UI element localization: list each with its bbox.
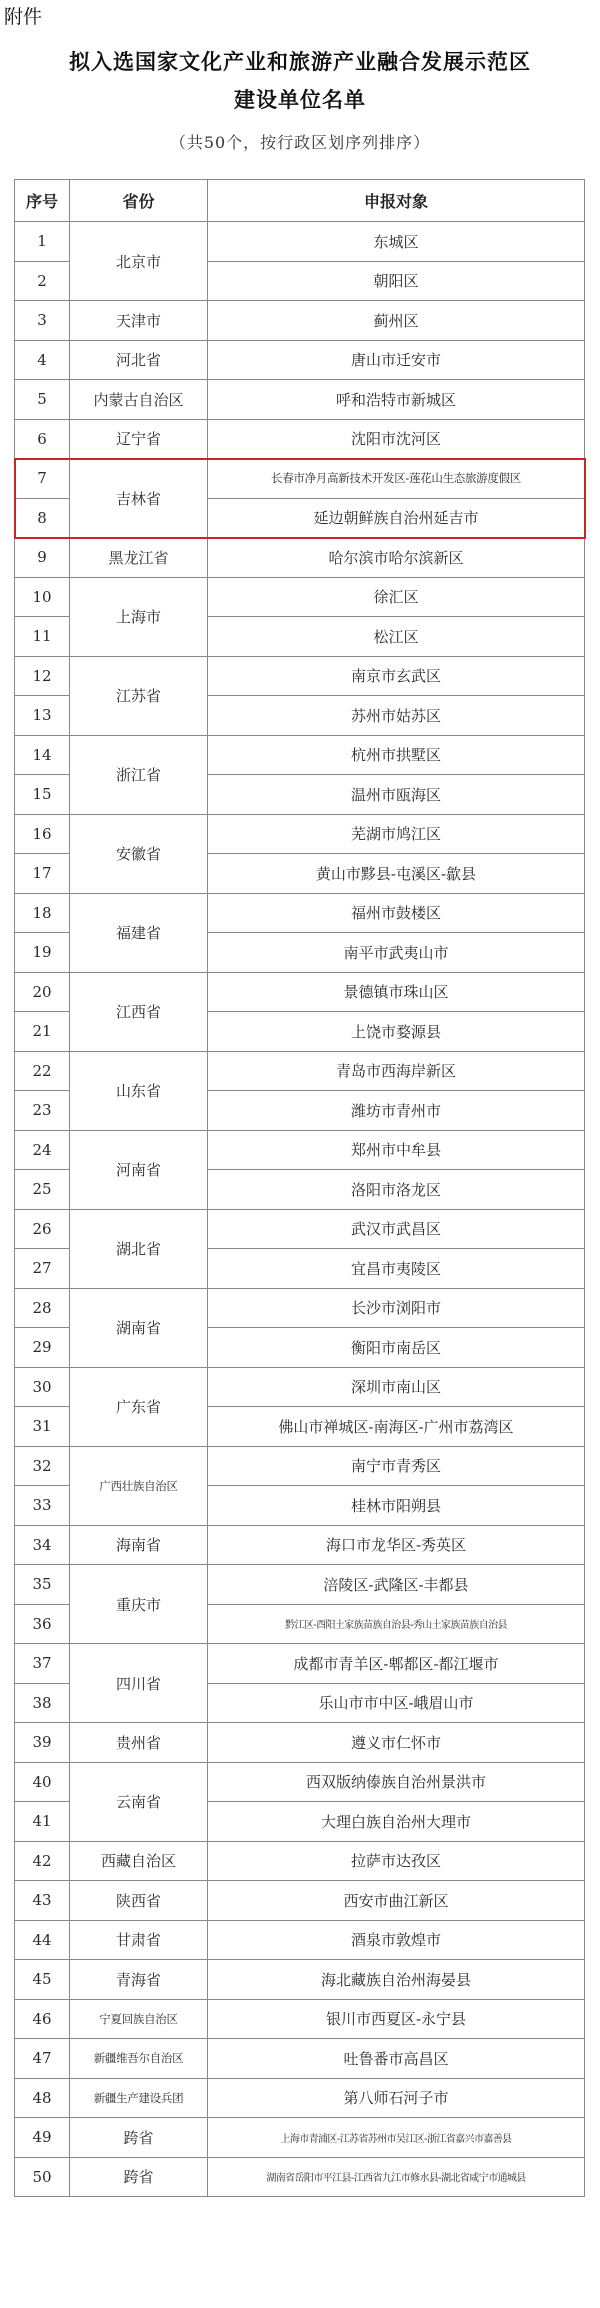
row-number: 28 — [15, 1288, 70, 1328]
province-cell: 海南省 — [70, 1525, 208, 1565]
applicant-cell: 西安市曲江新区 — [208, 1881, 585, 1921]
row-number: 46 — [15, 1999, 70, 2039]
applicant-cell: 延边朝鲜族自治州延吉市 — [208, 498, 585, 538]
applicant-cell: 深圳市南山区 — [208, 1367, 585, 1407]
row-number: 45 — [15, 1960, 70, 2000]
province-cell: 西藏自治区 — [70, 1841, 208, 1881]
province-cell: 青海省 — [70, 1960, 208, 2000]
row-number: 31 — [15, 1407, 70, 1447]
table-row — [15, 222, 585, 262]
applicant-cell: 乐山市市中区-峨眉山市 — [208, 1683, 585, 1723]
table-row — [15, 1999, 585, 2039]
applicant-cell: 吐鲁番市高昌区 — [208, 2039, 585, 2079]
row-number: 50 — [15, 2157, 70, 2197]
province-cell: 山东省 — [70, 1051, 208, 1130]
table-row — [15, 656, 585, 696]
province-cell: 辽宁省 — [70, 419, 208, 459]
table-row — [15, 340, 585, 380]
table-row — [15, 972, 585, 1012]
applicant-cell: 南平市武夷山市 — [208, 933, 585, 973]
row-number: 25 — [15, 1170, 70, 1210]
row-number: 14 — [15, 735, 70, 775]
applicant-cell: 朝阳区 — [208, 261, 585, 301]
applicant-cell: 郑州市中牟县 — [208, 1130, 585, 1170]
applicant-cell: 衡阳市南岳区 — [208, 1328, 585, 1368]
applicant-cell: 徐汇区 — [208, 577, 585, 617]
table-row — [15, 380, 585, 420]
applicant-cell: 黄山市黟县-屯溪区-歙县 — [208, 854, 585, 894]
row-number: 13 — [15, 696, 70, 736]
row-number: 44 — [15, 1920, 70, 1960]
row-number: 49 — [15, 2118, 70, 2158]
row-number: 2 — [15, 261, 70, 301]
table-row — [15, 1644, 585, 1684]
table-row — [15, 1209, 585, 1249]
row-number: 23 — [15, 1091, 70, 1131]
province-cell: 广东省 — [70, 1367, 208, 1446]
province-cell: 湖北省 — [70, 1209, 208, 1288]
row-number: 11 — [15, 617, 70, 657]
row-number: 20 — [15, 972, 70, 1012]
province-cell: 贵州省 — [70, 1723, 208, 1763]
table-row — [15, 301, 585, 341]
table-row — [15, 1130, 585, 1170]
demonstration-zone-table — [14, 179, 585, 2197]
province-cell: 跨省 — [70, 2157, 208, 2197]
table-row — [15, 538, 585, 578]
document-title-line2: 建设单位名单 — [234, 88, 366, 112]
table-row — [15, 1446, 585, 1486]
row-number: 4 — [15, 340, 70, 380]
province-cell: 安徽省 — [70, 814, 208, 893]
applicant-cell: 酒泉市敦煌市 — [208, 1920, 585, 1960]
applicant-cell: 银川市西夏区-永宁县 — [208, 1999, 585, 2039]
province-cell: 河北省 — [70, 340, 208, 380]
row-number: 39 — [15, 1723, 70, 1763]
attachment-label: 附件 — [4, 6, 43, 28]
province-cell: 浙江省 — [70, 735, 208, 814]
province-cell: 河南省 — [70, 1130, 208, 1209]
row-number: 6 — [15, 419, 70, 459]
table-body — [15, 222, 585, 2197]
applicant-cell: 景德镇市珠山区 — [208, 972, 585, 1012]
table-row — [15, 1920, 585, 1960]
applicant-cell: 松江区 — [208, 617, 585, 657]
applicant-cell: 桂林市阳朔县 — [208, 1486, 585, 1526]
table-row — [15, 2039, 585, 2079]
applicant-cell: 涪陵区-武隆区-丰都县 — [208, 1565, 585, 1605]
applicant-cell: 西双版纳傣族自治州景洪市 — [208, 1762, 585, 1802]
applicant-cell: 黔江区-酉阳土家族苗族自治县-秀山土家族苗族自治县 — [208, 1604, 585, 1644]
province-cell: 陕西省 — [70, 1881, 208, 1921]
row-number: 22 — [15, 1051, 70, 1091]
table-row — [15, 1723, 585, 1763]
province-cell: 吉林省 — [70, 459, 208, 538]
applicant-cell: 海口市龙华区-秀英区 — [208, 1525, 585, 1565]
table-row — [15, 1525, 585, 1565]
row-number: 9 — [15, 538, 70, 578]
table-row — [15, 2118, 585, 2158]
row-number: 35 — [15, 1565, 70, 1605]
row-number: 41 — [15, 1802, 70, 1842]
applicant-cell: 洛阳市洛龙区 — [208, 1170, 585, 1210]
table-row — [15, 2078, 585, 2118]
province-cell: 新疆生产建设兵团 — [70, 2078, 208, 2118]
document-title-line1: 拟入选国家文化产业和旅游产业融合发展示范区 — [69, 50, 531, 74]
table-row — [15, 577, 585, 617]
table-row — [15, 1051, 585, 1091]
applicant-cell: 潍坊市青州市 — [208, 1091, 585, 1131]
province-cell: 江西省 — [70, 972, 208, 1051]
province-cell: 四川省 — [70, 1644, 208, 1723]
province-cell: 北京市 — [70, 222, 208, 301]
column-header-applicant: 申报对象 — [208, 180, 585, 222]
row-number: 12 — [15, 656, 70, 696]
row-number: 17 — [15, 854, 70, 894]
table-row — [15, 735, 585, 775]
province-cell: 内蒙古自治区 — [70, 380, 208, 420]
table-row — [15, 1288, 585, 1328]
table-row — [15, 459, 585, 499]
row-number: 18 — [15, 893, 70, 933]
applicant-cell: 温州市瓯海区 — [208, 775, 585, 815]
applicant-cell: 武汉市武昌区 — [208, 1209, 585, 1249]
applicant-cell: 上海市青浦区-江苏省苏州市吴江区-浙江省嘉兴市嘉善县 — [208, 2118, 585, 2158]
row-number: 21 — [15, 1012, 70, 1052]
row-number: 16 — [15, 814, 70, 854]
table-row — [15, 893, 585, 933]
row-number: 30 — [15, 1367, 70, 1407]
row-number: 19 — [15, 933, 70, 973]
row-number: 5 — [15, 380, 70, 420]
column-header-province: 省份 — [70, 180, 208, 222]
province-cell: 天津市 — [70, 301, 208, 341]
row-number: 48 — [15, 2078, 70, 2118]
row-number: 40 — [15, 1762, 70, 1802]
row-number: 8 — [15, 498, 70, 538]
applicant-cell: 佛山市禅城区-南海区-广州市荔湾区 — [208, 1407, 585, 1447]
applicant-cell: 宜昌市夷陵区 — [208, 1249, 585, 1289]
applicant-cell: 呼和浩特市新城区 — [208, 380, 585, 420]
row-number: 43 — [15, 1881, 70, 1921]
row-number: 33 — [15, 1486, 70, 1526]
applicant-cell: 哈尔滨市哈尔滨新区 — [208, 538, 585, 578]
table-row — [15, 814, 585, 854]
row-number: 42 — [15, 1841, 70, 1881]
applicant-cell: 沈阳市沈河区 — [208, 419, 585, 459]
province-cell: 黑龙江省 — [70, 538, 208, 578]
applicant-cell: 青岛市西海岸新区 — [208, 1051, 585, 1091]
applicant-cell: 长春市净月高新技术开发区-莲花山生态旅游度假区 — [208, 459, 585, 499]
table-row — [15, 1762, 585, 1802]
applicant-cell: 东城区 — [208, 222, 585, 262]
row-number: 32 — [15, 1446, 70, 1486]
applicant-cell: 上饶市婺源县 — [208, 1012, 585, 1052]
province-cell: 广西壮族自治区 — [70, 1446, 208, 1525]
row-number: 29 — [15, 1328, 70, 1368]
row-number: 47 — [15, 2039, 70, 2079]
row-number: 36 — [15, 1604, 70, 1644]
row-number: 7 — [15, 459, 70, 499]
applicant-cell: 湖南省岳阳市平江县-江西省九江市修水县-湖北省咸宁市通城县 — [208, 2157, 585, 2197]
document-subtitle: （共50个，按行政区划序列排序） — [169, 133, 431, 152]
applicant-cell: 杭州市拱墅区 — [208, 735, 585, 775]
province-cell: 湖南省 — [70, 1288, 208, 1367]
applicant-cell: 唐山市迁安市 — [208, 340, 585, 380]
applicant-cell: 苏州市姑苏区 — [208, 696, 585, 736]
applicant-cell: 第八师石河子市 — [208, 2078, 585, 2118]
row-number: 3 — [15, 301, 70, 341]
province-cell: 宁夏回族自治区 — [70, 1999, 208, 2039]
applicant-cell: 芜湖市鸠江区 — [208, 814, 585, 854]
row-number: 34 — [15, 1525, 70, 1565]
province-cell: 跨省 — [70, 2118, 208, 2158]
applicant-cell: 大理白族自治州大理市 — [208, 1802, 585, 1842]
table-row — [15, 1841, 585, 1881]
applicant-cell: 海北藏族自治州海晏县 — [208, 1960, 585, 2000]
row-number: 10 — [15, 577, 70, 617]
table-header-row — [15, 180, 585, 222]
province-cell: 甘肃省 — [70, 1920, 208, 1960]
province-cell: 上海市 — [70, 577, 208, 656]
row-number: 24 — [15, 1130, 70, 1170]
table-row — [15, 419, 585, 459]
table-row — [15, 1565, 585, 1605]
applicant-cell: 遵义市仁怀市 — [208, 1723, 585, 1763]
applicant-cell: 南宁市青秀区 — [208, 1446, 585, 1486]
applicant-cell: 福州市鼓楼区 — [208, 893, 585, 933]
table-row — [15, 1367, 585, 1407]
row-number: 15 — [15, 775, 70, 815]
table-row — [15, 2157, 585, 2197]
row-number: 26 — [15, 1209, 70, 1249]
column-header-number: 序号 — [15, 180, 70, 222]
applicant-cell: 成都市青羊区-郫都区-都江堰市 — [208, 1644, 585, 1684]
applicant-cell: 南京市玄武区 — [208, 656, 585, 696]
row-number: 38 — [15, 1683, 70, 1723]
province-cell: 新疆维吾尔自治区 — [70, 2039, 208, 2079]
table-row — [15, 1960, 585, 2000]
province-cell: 云南省 — [70, 1762, 208, 1841]
row-number: 27 — [15, 1249, 70, 1289]
province-cell: 福建省 — [70, 893, 208, 972]
row-number: 37 — [15, 1644, 70, 1684]
table-row — [15, 1881, 585, 1921]
applicant-cell: 蓟州区 — [208, 301, 585, 341]
applicant-cell: 拉萨市达孜区 — [208, 1841, 585, 1881]
province-cell: 重庆市 — [70, 1565, 208, 1644]
row-number: 1 — [15, 222, 70, 262]
province-cell: 江苏省 — [70, 656, 208, 735]
applicant-cell: 长沙市浏阳市 — [208, 1288, 585, 1328]
